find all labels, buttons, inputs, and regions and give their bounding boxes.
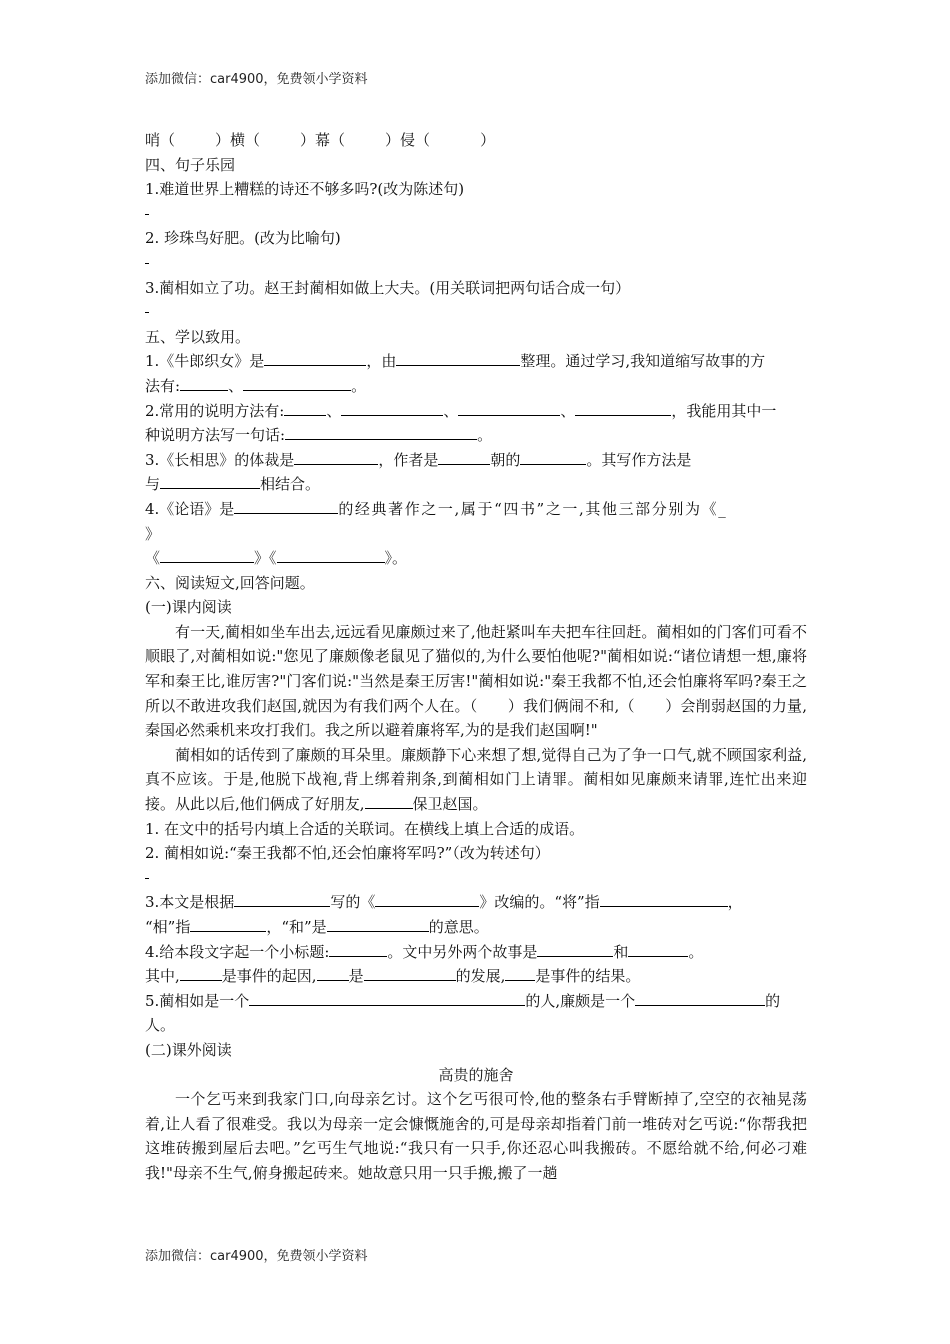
sec5-q2-line1: 2.常用的说明方法有: 、 、 、 ，我能用其中一 bbox=[145, 399, 807, 424]
answer-blank[interactable] bbox=[285, 423, 477, 440]
sec5-q3-line1: 3.《长相思》的体裁是 ，作者是 朝的 。其写作方法是 bbox=[145, 448, 807, 473]
sec5-q2-line2: 种说明方法写一句话: 。 bbox=[145, 423, 807, 448]
answer-blank[interactable] bbox=[329, 940, 387, 957]
answer-dash[interactable] bbox=[145, 251, 807, 276]
answer-blank[interactable] bbox=[234, 497, 338, 514]
answer-blank[interactable] bbox=[520, 448, 586, 465]
answer-blank[interactable] bbox=[458, 399, 560, 416]
answer-blank[interactable] bbox=[264, 349, 366, 366]
answer-dash[interactable] bbox=[145, 300, 807, 325]
answer-blank[interactable] bbox=[243, 374, 351, 391]
part2-title: (二)课外阅读 bbox=[145, 1040, 232, 1059]
answer-blank[interactable] bbox=[249, 989, 525, 1006]
sec6-q3-line1: 3.本文是根据 写的《 》改编的。“将”指 ， bbox=[145, 890, 807, 915]
answer-blank[interactable] bbox=[375, 890, 479, 907]
part1-title: (一)课内阅读 bbox=[145, 598, 232, 617]
section-6-title: 六、阅读短文,回答问题。 bbox=[145, 573, 315, 592]
answer-blank[interactable] bbox=[190, 915, 266, 932]
sec5-q1-line1: 1.《牛郎织女》是 ，由 整理。通过学习,我知道缩写故事的方 bbox=[145, 349, 807, 374]
page-footer: 添加微信：car4900，免费领小学资料 bbox=[145, 1249, 368, 1264]
sec6-q4-line1: 4.给本段文字起一个小标题: 。文中另外两个故事是 和 。 bbox=[145, 940, 807, 965]
answer-blank[interactable] bbox=[635, 989, 765, 1006]
answer-blank[interactable] bbox=[364, 964, 456, 981]
answer-blank[interactable] bbox=[294, 448, 378, 465]
answer-blank[interactable] bbox=[160, 546, 254, 563]
sec6-q5-line1: 5.蔺相如是一个 的人,廉颇是一个 的 bbox=[145, 989, 807, 1014]
answer-dash[interactable] bbox=[145, 866, 807, 891]
answer-blank[interactable] bbox=[327, 915, 429, 932]
sec6-q2: 2. 蔺相如说:“秦王我都不怕,还会怕廉将军吗?”（改为转述句） bbox=[145, 844, 550, 863]
section-5-title: 五、学以致用。 bbox=[145, 327, 251, 346]
answer-blank[interactable] bbox=[180, 964, 222, 981]
answer-blank[interactable] bbox=[438, 448, 490, 465]
story-paragraph: 一个乞丐来到我家门口,向母亲乞讨。这个乞丐很可怜,他的整条右手臂断掉了,空空的衣袖晃荡着,让人看了很难受。我以为母亲一定会慷慨施舍的,可是母亲却指着门前一堆砖对乞丐说:“你帮我把这堆砖搬到屋后去吧。”乞丐生气地说:“我只有一只手,你还忍心叫我搬砖。不愿给就不给,何必刁难我!"母亲不生气,俯身搬起砖来。她故意只用一只手搬,搬了一趟 bbox=[145, 1090, 807, 1182]
sec6-q5-line2: 人。 bbox=[145, 1016, 176, 1035]
answer-blank[interactable] bbox=[505, 964, 535, 981]
answer-blank[interactable] bbox=[628, 940, 688, 957]
section-4-title: 四、句子乐园 bbox=[145, 155, 236, 174]
sec5-q1-line2: 法有: 、 。 bbox=[145, 374, 807, 399]
answer-blank[interactable] bbox=[180, 374, 228, 391]
sec5-q3-line2: 与 相结合。 bbox=[145, 472, 807, 497]
sec6-q4-line2: 其中, 是事件的起因, 是 的发展, 是事件的结果。 bbox=[145, 964, 807, 989]
worksheet-body bbox=[145, 128, 807, 1186]
answer-blank[interactable] bbox=[317, 964, 349, 981]
sec5-q4-line1: 4.《论语》是 的经典著作之一,属于“四书”之一,其他三部分别为《_ bbox=[145, 497, 807, 522]
answer-blank[interactable] bbox=[234, 890, 330, 907]
sec4-q2: 2. 珍珠鸟好肥。(改为比喻句) bbox=[145, 229, 341, 248]
passage-paragraph-2: 蔺相如的话传到了廉颇的耳朵里。廉颇静下心来想了想,觉得自己为了争一口气,就不顾国家利益,真不应该。于是,他脱下战袍,背上绑着荆条,到蔺相如门上请罪。蔺相如见廉颇来请罪,连忙出来迎接。从此以后,他们俩成了好朋友, 保卫赵国。 bbox=[145, 745, 807, 814]
answer-blank[interactable] bbox=[284, 399, 326, 416]
answer-blank[interactable] bbox=[600, 890, 728, 907]
vocab-line: 哨（ ）横（ ）幕（ ）侵（ ） bbox=[145, 131, 496, 149]
answer-blank[interactable] bbox=[537, 940, 613, 957]
answer-blank[interactable] bbox=[277, 546, 385, 563]
sec6-q1: 1. 在文中的括号内填上合适的关联词。在横线上填上合适的成语。 bbox=[145, 819, 585, 838]
sec4-q1: 1.难道世界上糟糕的诗还不够多吗?(改为陈述句) bbox=[145, 180, 465, 199]
answer-blank[interactable] bbox=[575, 399, 671, 416]
answer-dash[interactable] bbox=[145, 202, 807, 227]
sec5-q4-line2: 》 bbox=[145, 524, 161, 543]
page-header: 添加微信：car4900，免费领小学资料 bbox=[145, 72, 368, 87]
answer-blank[interactable] bbox=[160, 472, 260, 489]
story-title: 高贵的施舍 bbox=[438, 1065, 514, 1084]
passage-paragraph-1: 有一天,蔺相如坐车出去,远远看见廉颇过来了,他赶紧叫车夫把车往回赶。蔺相如的门客们可看不顺眼了,对蔺相如说:"您见了廉颇像老鼠见了猫似的,为什么要怕他呢?"蔺相如说:“诸位请想一想,廉将军和秦王比,谁厉害?"门客们说:"当然是秦王厉害!"蔺相如说:"秦王我都不怕,还会怕廉将军吗?秦王之所以不敢进攻我们赵国,就因为有我们两个人在。（ ）我们俩闹不和,（ ）会削弱赵国的力量,秦国必然乘机来攻打我们。我之所以避着廉将军,为的是我们赵国啊!" bbox=[145, 622, 807, 740]
answer-blank[interactable] bbox=[396, 349, 520, 366]
sec5-q4-line3: 《 》《 》。 bbox=[145, 546, 807, 571]
sec4-q3: 3.蔺相如立了功。赵王封蔺相如做上大夫。(用关联词把两句话合成一句） bbox=[145, 278, 631, 297]
answer-blank[interactable] bbox=[365, 792, 413, 809]
sec6-q3-line2: “相”指 ，“和”是 的意思。 bbox=[145, 915, 807, 940]
answer-blank[interactable] bbox=[341, 399, 443, 416]
